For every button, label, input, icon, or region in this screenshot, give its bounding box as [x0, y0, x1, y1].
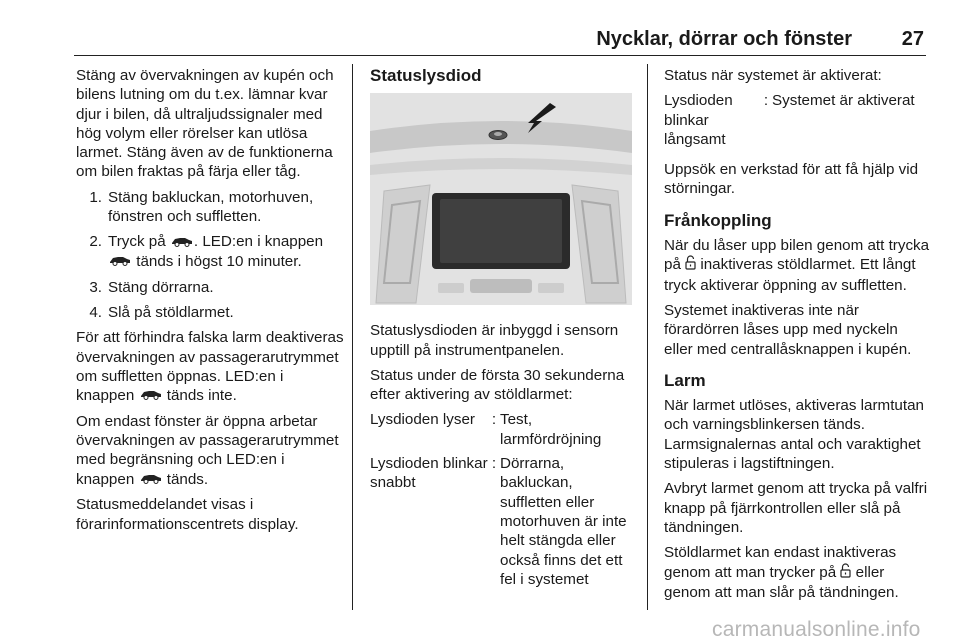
text-part: inaktiveras stöldlarmet. Ett långt tryck aktiverar öppning av suffletten.	[664, 256, 916, 294]
list-item	[76, 278, 344, 297]
dashboard-illustration	[370, 93, 632, 305]
para-alarm: När larmet utlöses, aktiveras larmtutan och varningsblinkersen tänds. Larmsignalernas antal och varaktighet stipuleras i lagstiftningen.	[664, 397, 924, 473]
list-item	[76, 303, 344, 322]
active-status-table	[664, 91, 930, 154]
car-sensor-icon	[139, 386, 163, 405]
para-status-message: Statusmeddelandet visas i förarinformationscentrets display.	[76, 496, 299, 533]
table-value: Dörrarna, bakluckan, suffletten eller motorhuven är inte helt stängda eller också finns det ett fel i systemet	[500, 455, 627, 588]
status-title: Status under de första 30 sekunderna efter aktivering av stöldlarmet:	[370, 366, 625, 404]
list-item	[76, 232, 344, 271]
table-value: Systemet är aktiverat	[772, 92, 915, 110]
step-text-part: Tryck på	[108, 233, 170, 251]
table-key: Lysdioden blinkar långsamt	[664, 92, 733, 148]
para-driver-door: Systemet inaktiveras inte när förardörren låses upp med nyckeln eller med centrallåsknappen i kupén.	[664, 301, 912, 358]
step-text-part: tänds i högst 10 minuter.	[132, 253, 302, 270]
table-separator: :	[491, 455, 497, 473]
para-windows-open	[76, 412, 344, 490]
step-number: 1.	[89, 188, 102, 206]
step-number: 3.	[89, 278, 102, 296]
step-text: Stäng dörrarna.	[108, 278, 214, 296]
dashboard-figure	[370, 93, 632, 305]
table-value: Test, larmfördröjning	[500, 411, 602, 448]
text-part: Stöldlarmet kan endast inaktiveras genom att man trycker på	[664, 544, 897, 581]
text-part: tänds.	[162, 470, 209, 488]
column-1	[76, 66, 344, 540]
table-row	[664, 91, 930, 154]
list-item	[76, 188, 344, 227]
table-separator: :	[763, 92, 769, 110]
text-part: tänds inte.	[162, 387, 237, 405]
table-row	[370, 410, 634, 454]
para-cancel-alarm: Avbryt larmet genom att trycka på valfri knapp på fjärrkontrollen eller slå på tändningen.	[664, 480, 928, 536]
header-divider	[74, 55, 926, 56]
page-header	[0, 0, 960, 52]
car-sensor-icon	[108, 252, 132, 271]
table-key: Lysdioden blinkar snabbt	[370, 455, 488, 492]
workshop-paragraph: Uppsök en verkstad för att få hjälp vid störningar.	[664, 161, 919, 198]
table-separator: :	[491, 411, 497, 429]
section-heading: Larm	[664, 370, 706, 390]
car-sensor-icon	[170, 233, 194, 252]
car-sensor-icon	[139, 470, 163, 489]
page-title: Nycklar, dörrar och fönster	[596, 28, 852, 50]
column-3	[664, 66, 930, 608]
intro-paragraph: Stäng av övervakningen av kupén och bilens lutning om du t.ex. lämnar kvar djur i bilen, då ultraljudssignaler med hög volym eller rörelser kan utlösa larmet. Stäng även av de funktionerna om bilen fraktas på färja eller tåg.	[76, 67, 334, 181]
text-part: eller genom att man slår på tändningen.	[664, 563, 899, 601]
watermark: carmanualsonline.info	[712, 618, 921, 641]
step-number: 2.	[89, 233, 102, 251]
step-number: 4.	[89, 303, 102, 321]
step-text-part: . LED:en i knappen	[193, 233, 324, 251]
table-row	[370, 454, 634, 594]
text-part: Om endast fönster är öppna arbetar övervakningen av passagerarutrymmet med begränsning och LED:en i knappen	[76, 412, 339, 488]
para-false-alarm	[76, 328, 344, 406]
status-table	[370, 410, 634, 594]
unlock-icon	[840, 563, 851, 583]
step-text: Stäng bakluckan, motorhuven, fönstren och suffletten.	[108, 188, 314, 226]
section-heading: Frånkoppling	[664, 210, 772, 230]
steps-list	[76, 188, 344, 322]
unlock-icon	[685, 255, 696, 275]
para-deactivate	[664, 543, 930, 602]
table-key: Lysdioden lyser	[370, 411, 475, 429]
text-part: För att förhindra falska larm deaktiveras övervakningen av passagerarutrymmet om suffletten öppnas. LED:en i knappen	[76, 329, 344, 405]
column-divider-1	[352, 64, 353, 610]
para-unlock	[664, 236, 930, 295]
column-2	[370, 66, 634, 600]
column-divider-2	[647, 64, 648, 610]
step-text: Slå på stöldlarmet.	[108, 303, 234, 321]
page-number: 27	[901, 28, 924, 50]
section-heading: Statuslysdiod	[370, 66, 482, 85]
status-active-title: Status när systemet är aktiverat:	[664, 67, 882, 84]
text-part: När du låser upp bilen genom att trycka på	[664, 237, 930, 274]
step-text	[108, 232, 344, 271]
figure-caption: Statuslysdioden är inbyggd i sensorn upptill på instrumentpanelen.	[370, 322, 619, 359]
